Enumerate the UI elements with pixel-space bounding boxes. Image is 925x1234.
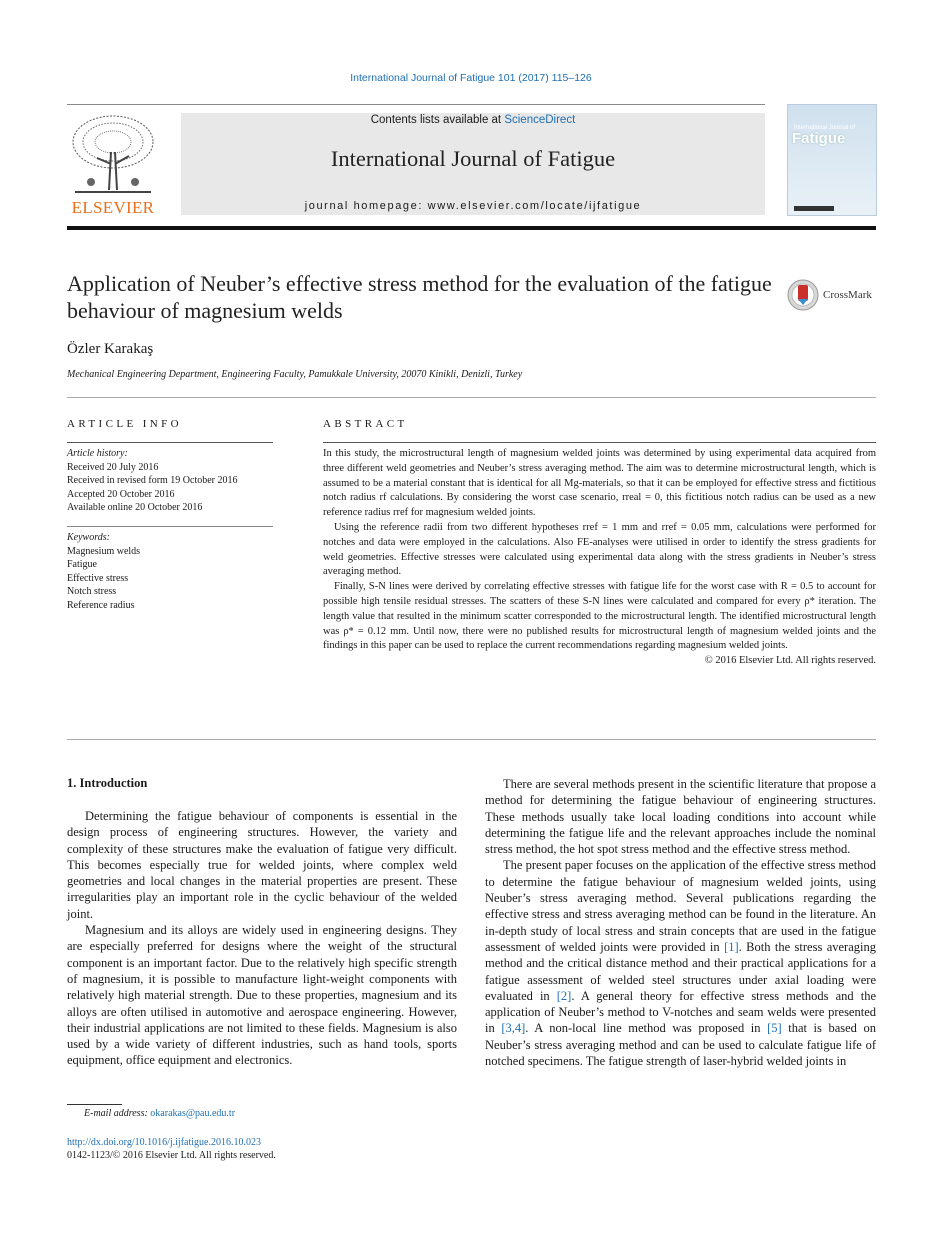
body-text-span: that is based on Neuber’s stress averaging method and can be used to calculate fatigue life of notched specimens. The fatigue strength of laser-hybrid welded joints in [485,1021,877,1069]
body-paragraph [485,857,876,1069]
citation-link[interactable]: [3,4] [501,1021,526,1036]
journal-cover-image[interactable] [787,104,877,216]
article-title: Application of Neuber’s effective stress method for the evaluation of the fatigue behaviour of magnesium welds [67,271,772,323]
article-info-rule [67,442,273,443]
elsevier-tree-icon [67,112,159,196]
abstract-copyright: © 2016 Elsevier Ltd. All rights reserved. [704,655,876,667]
cover-title: International Journal of [794,125,856,131]
keyword-item: Magnesium welds [67,545,141,557]
author-affiliation: Mechanical Engineering Department, Engineering Faculty, Pamukkale University, 20070 Kinikli, Denizli, Turkey [67,369,523,380]
intro-heading: 1. Introduction [67,776,148,790]
header-divider [67,104,765,105]
history-revised: Received in revised form 19 October 2016 [67,475,238,486]
email-link[interactable]: okarakas@pau.edu.tr [150,1108,236,1119]
keywords-rule [67,526,273,527]
body-paragraph: Determining the fatigue behaviour of components is essential in the design process of engineering structures. However, the variety and complexity of these structures make the evaluation of fatigue very difficult. This becomes especially true for welded joints, where complex weld geometries and local changes in the material properties are present. These irregularities play an important role in the cyclic behaviour of the welded joint. [67,809,457,921]
history-label: Article history: [67,448,128,459]
history-online: Available online 20 October 2016 [67,502,203,513]
abstract-rule [323,442,876,443]
section-divider [67,739,876,740]
keyword-item: Notch stress [67,586,117,597]
issn-copyright: 0142-1123/© 2016 Elsevier Ltd. All rights reserved. [67,1150,276,1161]
cover-word: Fatigue [792,130,846,147]
doi-link[interactable]: http://dx.doi.org/10.1016/j.ijfatigue.2016.10.023 [67,1137,261,1148]
footnote-rule [67,1104,122,1105]
crossmark-icon [787,279,819,311]
citation-link[interactable]: [5] [767,1021,782,1036]
body-text-span: The present paper focuses on the application of the effective stress method to determine the fatigue behaviour of magnesium welded joints, using Neuber’s stress averaging method. Several publications regarding the effective stress and stress averaging method can be found in the literature. An in-depth study of local stress and strain concepts that are used in the fatigue assessment of welded joints were provided in [485,858,876,954]
citation-link[interactable]: [2] [556,988,572,1003]
crossmark-label: CrossMark [823,289,872,301]
abstract-heading: ABSTRACT [323,418,408,430]
article-info-heading: ARTICLE INFO [67,418,182,430]
elsevier-wordmark: ELSEVIER [71,198,155,217]
contents-prefix: Contents lists available at [370,114,505,126]
cover-publisher-mark [794,206,834,211]
keyword-item: Fatigue [67,559,97,570]
elsevier-logo [67,112,159,216]
sciencedirect-link[interactable]: ScienceDirect [504,114,576,126]
body-text-span: . A general theory for effective stress methods and the application of Neuber’s method to V-notches and seam welds were presented in [485,988,876,1036]
abstract-body [323,447,876,669]
body-text-span: . A non-local line method was proposed in [525,1021,768,1036]
abstract-paragraph: Finally, S-N lines were derived by correlating effective stresses with fatigue life for the worst case with R = 0.5 to account for possible high tensile residual stresses. The scatters of these S-N lines were calculated and compared for every ρ* iteration. The length value that resulted in the minimum scatter corresponded to the microstructural length. The identified microstructural length was ρ* = 0.12 mm. Until now, there were no published results for microstructural length of magnesium welded joints and the findings in this paper can be used to replace the current recommendations regarding magnesium welded joints. [323,581,876,652]
history-received: Received 20 July 2016 [67,461,159,473]
keywords-block [67,531,273,612]
keyword-item: Effective stress [67,572,129,584]
keywords-label: Keywords: [67,532,110,543]
keyword-item: Reference radius [67,599,135,611]
email-label: E-mail address: [84,1108,151,1119]
contents-line [181,114,765,126]
body-column-left [67,808,457,1069]
journal-title: International Journal of Fatigue [330,146,616,171]
journal-reference-link[interactable]: International Journal of Fatigue 101 (2017) 115–126 [350,72,592,84]
section-divider [67,397,876,398]
article-history [67,447,273,515]
journal-homepage-link[interactable]: journal homepage: www.elsevier.com/locate/ijfatigue [304,200,642,212]
crossmark-badge[interactable] [787,279,877,311]
body-text-span: . Both the stress averaging method and the critical distance method and their practical applications for a fatigue assessment of welded steel structures under axial loading were evaluated in [485,939,876,1003]
footnote-email [84,1108,235,1119]
author-name: Özler Karakaş [67,341,154,357]
history-accepted: Accepted 20 October 2016 [67,488,175,500]
abstract-paragraph: In this study, the microstructural length of magnesium welded joints was determined by using experimental data acquired from three different weld geometries and Neuber’s stress averaging method. The aim was to determine microstructural length, which is assumed to be a material constant that is identical for all Mg-materials, so that it can be employed for effective stress and fictitious notch radius rf calculations. By considering the worst case scenario, rreal = 0, this fictitious notch radius can be used as a new reference radius rref for magnesium welded joints. [323,448,876,519]
abstract-paragraph: Using the reference radii from two different hypotheses rref = 1 mm and rref = 0.05 mm, calculations were performed for notches and data were employed in the calculations. Also FE-analyses were utilised in order to identify the stress gradients for weld geometries. Effective stresses were calculated using experimental data along with the stress gradients in Neuber’s stress averaging method. [323,521,876,578]
citation-link[interactable]: [1] [724,939,739,954]
body-paragraph: There are several methods present in the scientific literature that propose a method for determining the fatigue behaviour of engineering structures. These methods usually take local loading conditions into account while determining the fatigue life and the relevant approaches include the nominal stress method, the hot spot stress method and the effective stress method. [485,777,876,857]
body-column-right [485,776,876,1069]
header-thick-rule [67,226,876,230]
body-paragraph: Magnesium and its alloys are widely used in engineering designs. They are especially preferred for designs where the weight of the structural component is an important factor. Due to the relatively high specific strength of magnesium, it is possible to manufacture light-weight components with relatively high material strength. Due to these properties, magnesium and its alloys are often utilised in automotive and aerospace engineering. However, their industrial applications are not limited to these fields. Magnesium is also used by a wide variety of different industries, such as hand tools, sports equipment, office equipment and electronics. [67,923,457,1068]
